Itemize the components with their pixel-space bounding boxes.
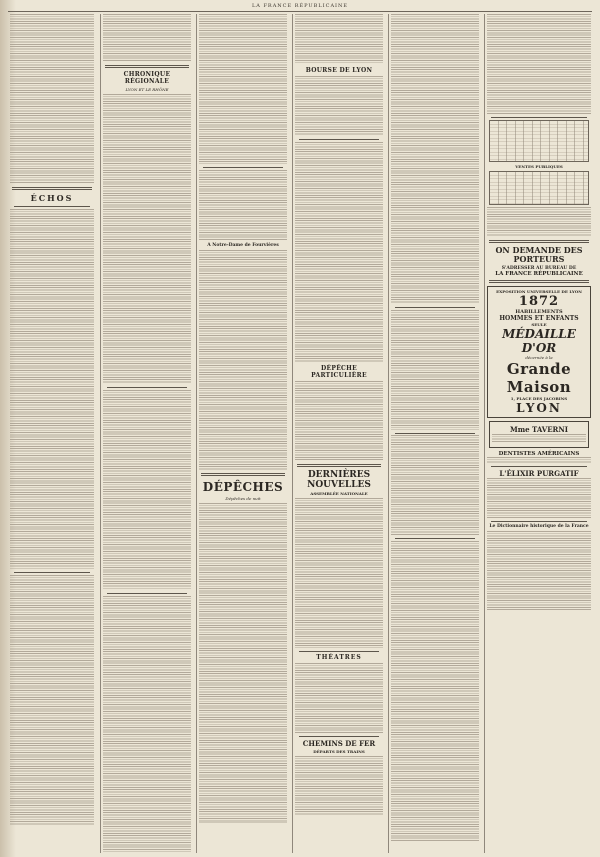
text-block bbox=[295, 142, 383, 362]
text-block bbox=[103, 596, 191, 853]
departs-trains-title: DÉPARTS DES TRAINS bbox=[313, 749, 365, 755]
dictionnaire-title: Le Dictionnaire historique de la France bbox=[489, 523, 589, 529]
text-block bbox=[295, 381, 383, 461]
depeche-particuliere-title: DÉPÊCHE PARTICULIÈRE bbox=[311, 364, 367, 379]
divider bbox=[299, 651, 379, 652]
chronique-title: CHRONIQUE RÉGIONALE bbox=[123, 71, 171, 86]
taverni-advertisement bbox=[489, 421, 589, 448]
depeches-subtitle: Dépêches de nuit bbox=[225, 495, 261, 501]
text-block bbox=[295, 498, 383, 648]
habillements: HABILLEMENTS bbox=[515, 309, 563, 316]
dernieres-nouvelles-title: DERNIÈRES NOUVELLES bbox=[307, 469, 371, 490]
medaille-dor: MÉDAILLE D'OR bbox=[502, 327, 576, 356]
top-rule bbox=[8, 11, 592, 12]
divider bbox=[12, 187, 92, 190]
divider bbox=[491, 117, 587, 118]
divider bbox=[107, 593, 187, 594]
taverni-title: Mme TAVERNI bbox=[509, 425, 569, 435]
column-6 bbox=[484, 14, 593, 853]
expo-heading: EXPOSITION UNIVERSELLE DE LYON bbox=[496, 289, 582, 295]
weather-table bbox=[489, 120, 589, 162]
on-demande-paper: LA FRANCE RÉPUBLICAINE bbox=[495, 270, 583, 277]
column-2 bbox=[100, 14, 193, 853]
bourse-title: BOURSE DE LYON bbox=[305, 67, 373, 74]
grande-maison-advertisement bbox=[487, 286, 591, 418]
assemblee-title: ASSEMBLÉE NATIONALE bbox=[310, 490, 368, 496]
divider bbox=[107, 387, 187, 388]
on-demande-subtitle: S'ADRESSER AU BUREAU DE bbox=[501, 265, 577, 271]
text-block bbox=[487, 478, 591, 518]
masthead: LA FRANCE RÉPUBLICAINE bbox=[251, 3, 349, 9]
ad-address: 1, PLACE DES JACOBINS bbox=[510, 396, 568, 402]
market-table bbox=[489, 171, 589, 205]
text-block bbox=[492, 434, 586, 442]
column-1 bbox=[8, 14, 96, 853]
text-block bbox=[10, 209, 94, 569]
divider bbox=[14, 572, 90, 573]
text-block bbox=[199, 250, 287, 470]
divider bbox=[489, 280, 589, 283]
chronique-subtitle: LYON ET LE RHÔNE bbox=[125, 87, 169, 93]
decernee: décernée à la bbox=[525, 355, 553, 361]
text-block bbox=[10, 14, 94, 184]
divider bbox=[203, 167, 283, 168]
text-block bbox=[295, 663, 383, 733]
text-block bbox=[199, 503, 287, 823]
text-block bbox=[391, 14, 479, 304]
text-block bbox=[487, 531, 591, 611]
text-block bbox=[487, 457, 591, 463]
divider bbox=[395, 538, 475, 539]
divider bbox=[491, 466, 587, 467]
section-echos-title: ÉCHOS bbox=[30, 193, 74, 204]
divider bbox=[297, 464, 381, 467]
depeches-title: DÉPÊCHES bbox=[202, 479, 284, 494]
expo-year: 1872 bbox=[518, 294, 560, 310]
text-block bbox=[295, 76, 383, 136]
notre-dame-heading: A Notre-Dame de Fourvières bbox=[207, 242, 279, 248]
column-3 bbox=[196, 14, 289, 853]
hommes-enfants: HOMMES ET ENFANTS bbox=[499, 315, 579, 323]
divider bbox=[201, 473, 285, 476]
dentistes-title: DENTISTES AMÉRICAINS bbox=[498, 451, 580, 458]
text-block bbox=[391, 541, 479, 841]
theatres-title: THÉATRES bbox=[316, 653, 362, 661]
divider bbox=[489, 240, 589, 243]
text-block bbox=[10, 575, 94, 825]
text-block bbox=[391, 435, 479, 535]
text-block bbox=[295, 14, 383, 64]
text-block bbox=[103, 94, 191, 384]
divider bbox=[299, 139, 379, 140]
text-block bbox=[295, 756, 383, 816]
ventes-title: VENTES PUBLIQUES bbox=[515, 163, 563, 169]
divider bbox=[395, 307, 475, 308]
text-block bbox=[199, 14, 287, 164]
column-5 bbox=[388, 14, 481, 853]
divider bbox=[491, 521, 587, 522]
ad-city: LYON bbox=[516, 401, 562, 416]
divider bbox=[14, 206, 90, 207]
text-block bbox=[487, 207, 591, 237]
elixir-title: L'ÉLIXIR PURGATIF bbox=[499, 468, 579, 478]
text-block bbox=[103, 14, 191, 62]
seule: SEULE bbox=[531, 322, 547, 328]
grande-maison: Grande Maison bbox=[506, 360, 572, 397]
on-demande-porteurs: ON DEMANDE DES PORTEURS bbox=[495, 244, 583, 264]
chemins-de-fer-title: CHEMINS DE FER bbox=[302, 739, 376, 749]
railway-schedule-block bbox=[487, 14, 591, 114]
column-4 bbox=[292, 14, 385, 853]
text-block bbox=[199, 170, 287, 240]
divider bbox=[105, 65, 189, 68]
text-block bbox=[103, 390, 191, 590]
divider bbox=[395, 433, 475, 434]
text-block bbox=[391, 310, 479, 430]
divider bbox=[299, 736, 379, 737]
